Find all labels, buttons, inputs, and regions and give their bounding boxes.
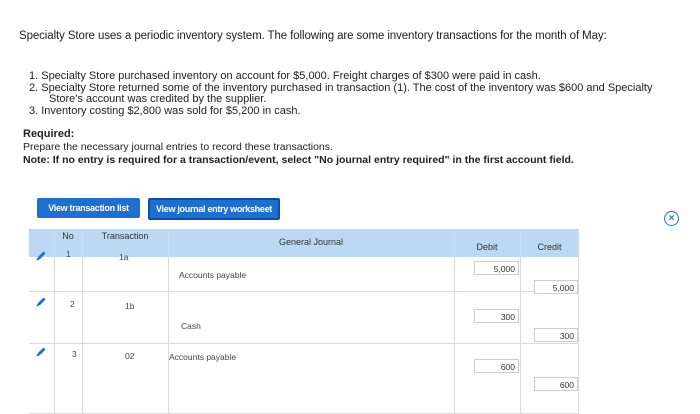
step-2-continued: Store's account was credited by the supplier. bbox=[49, 93, 267, 106]
column-divider bbox=[54, 229, 55, 414]
note-text: If no entry is required for a transaction/event, select "No journal entry required" in the first account field. bbox=[52, 154, 574, 166]
credit-account[interactable]: Accounts payable bbox=[179, 270, 247, 280]
step-1: 1. Specialty Store purchased inventory on account for $5,000. Freight charges of $300 were paid in cash. bbox=[29, 70, 541, 82]
row-no: 1 bbox=[66, 249, 71, 259]
step-3: 3. Inventory costing $2,800 was sold for $5,200 in cash. bbox=[29, 104, 301, 117]
close-icon[interactable]: × bbox=[664, 211, 679, 226]
credit-amount-field[interactable]: 5,000 bbox=[534, 280, 578, 294]
journal-table bbox=[29, 229, 579, 414]
required-text: Prepare the necessary journal entries to record these transactions. bbox=[23, 141, 333, 153]
required-title: Required: bbox=[23, 128, 75, 140]
credit-amount-field[interactable]: 600 bbox=[534, 377, 578, 391]
debit-account[interactable]: Accounts payable bbox=[169, 352, 237, 362]
pencil-icon[interactable] bbox=[35, 296, 47, 308]
debit-amount-field[interactable]: 5,000 bbox=[474, 261, 519, 275]
row-no: 2 bbox=[70, 299, 75, 309]
view-transaction-list-button[interactable]: View transaction list bbox=[37, 198, 140, 218]
column-divider bbox=[520, 229, 521, 414]
note-label: Note: bbox=[23, 154, 50, 166]
debit-amount-field[interactable]: 600 bbox=[474, 359, 519, 373]
column-divider bbox=[168, 229, 169, 414]
column-divider bbox=[578, 229, 579, 414]
note bbox=[23, 154, 574, 166]
column-divider bbox=[454, 229, 455, 414]
problem-intro: Specialty Store uses a periodic inventory system. The following are some inventory transactions for the month of May: bbox=[19, 30, 607, 42]
row-no: 3 bbox=[72, 349, 77, 359]
header-transaction: Transaction bbox=[82, 229, 168, 257]
row-transaction: 1a bbox=[119, 252, 129, 262]
step-2: 2. Specialty Store returned some of the inventory purchased in transaction (1). The cost of the inventory was $600 and Specialty bbox=[29, 81, 653, 94]
credit-amount-field[interactable]: 300 bbox=[534, 328, 578, 342]
header-credit: Credit bbox=[520, 229, 579, 257]
pencil-icon[interactable] bbox=[35, 346, 47, 358]
pencil-icon[interactable] bbox=[35, 250, 47, 262]
column-divider bbox=[82, 229, 83, 414]
debit-amount-field[interactable]: 300 bbox=[474, 309, 519, 323]
view-journal-entry-worksheet-button[interactable]: View journal entry worksheet bbox=[148, 198, 280, 220]
row-divider bbox=[29, 291, 579, 292]
credit-account[interactable]: Cash bbox=[181, 321, 201, 331]
row-transaction: 1b bbox=[125, 301, 135, 311]
header-no: No bbox=[54, 229, 82, 257]
header-debit: Debit bbox=[454, 229, 520, 257]
row-divider bbox=[29, 343, 579, 344]
row-transaction: 02 bbox=[125, 351, 135, 361]
header-general-journal: General Journal bbox=[168, 229, 454, 257]
transaction-steps bbox=[29, 71, 652, 117]
